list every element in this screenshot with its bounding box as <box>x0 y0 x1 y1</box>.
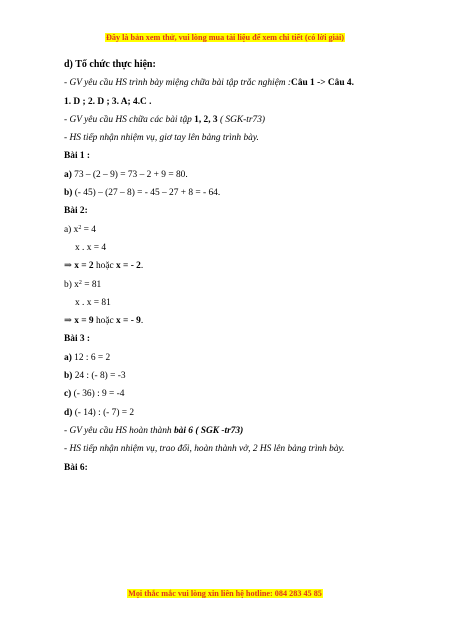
hotline-notice-banner <box>0 589 450 598</box>
section-title: d) Tổ chức thực hiện: <box>64 59 156 70</box>
instruction-line-1: - GV yêu cầu HS trình bày miệng chữa bài tập trắc nghiệm :Câu 1 -> Câu 4. <box>64 78 354 89</box>
exercise-3a: a) 12 : 6 = 2 <box>64 352 111 363</box>
exercise-1b: b) (- 45) – (27 – 8) = - 45 – 27 + 8 = - 64. <box>64 188 221 199</box>
instruction-line-2: - GV yêu cầu HS chữa các bài tập 1, 2, 3 ( SGK-tr73) <box>64 114 266 125</box>
exercise-3-title: Bài 3 : <box>64 334 91 345</box>
document-body <box>64 56 404 477</box>
exercise-1-title: Bài 1 : <box>64 151 91 162</box>
instruction-line-4: - GV yêu cầu HS hoàn thành bài 6 ( SGK -tr73) <box>64 425 244 436</box>
exercise-2a-result: ⇒ x = 2 hoặc x = - 2. <box>64 261 144 272</box>
exercise-2a-step: x . x = 4 <box>75 242 107 253</box>
exercise-3c: c) (- 36) : 9 = -4 <box>64 389 125 400</box>
exercise-6-title: Bài 6: <box>64 462 88 473</box>
exercise-2b: b) $x^2 = 81$ <box>64 279 102 290</box>
answer-key-line: 1. D ; 2. D ; 3. A; 4.C . <box>64 96 152 107</box>
instruction-line-5: - HS tiếp nhận nhiệm vụ, trao đổi, hoàn thành vở, 2 HS lên bảng trình bày. <box>64 444 345 455</box>
exercise-2-title: Bài 2: <box>64 206 88 217</box>
preview-notice-banner <box>0 33 450 42</box>
exercise-2a: a) $x^2 = 4$ <box>64 224 96 235</box>
exercise-2b-step: x . x = 81 <box>75 297 111 308</box>
exercise-3b: b) 24 : (- 8) = -3 <box>64 371 126 382</box>
exercise-1a: a) 73 – (2 – 9) = 73 – 2 + 9 = 80. <box>64 169 188 180</box>
exercise-3d: d) (- 14) : (- 7) = 2 <box>64 407 135 418</box>
exercise-2b-result: ⇒ x = 9 hoặc x = - 9. <box>64 316 144 327</box>
preview-notice-text: Đây là bản xem thử, vui lòng mua tài liệu để xem chi tiết (có lời giải) <box>105 33 344 42</box>
hotline-notice-text: Mọi thắc mắc vui lòng xin liên hệ hotline: 084 283 45 85 <box>128 589 322 598</box>
instruction-line-3: - HS tiếp nhận nhiệm vụ, giơ tay lên bảng trình bày. <box>64 133 259 144</box>
